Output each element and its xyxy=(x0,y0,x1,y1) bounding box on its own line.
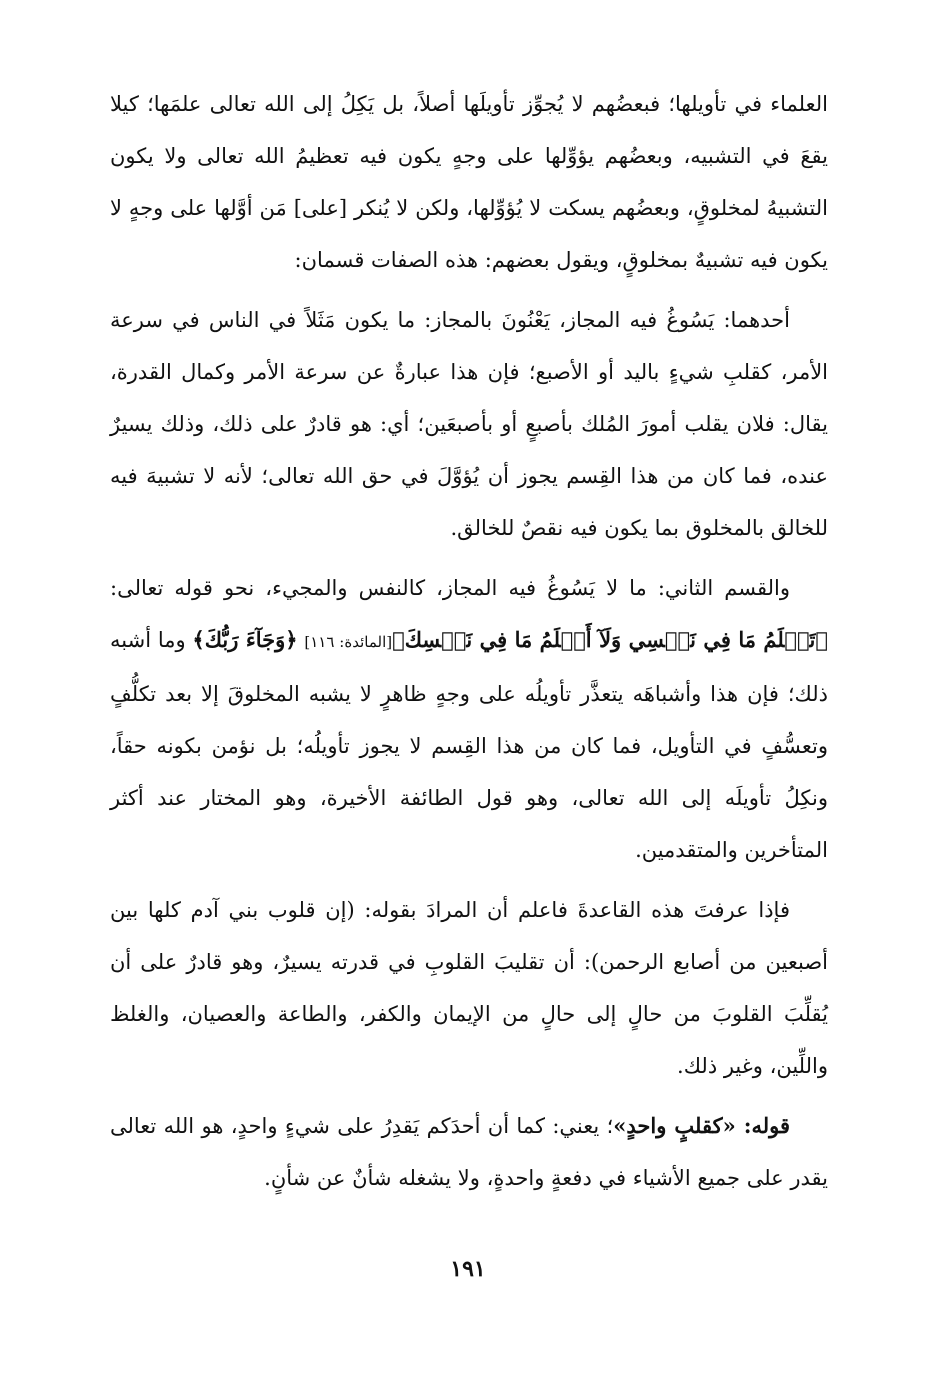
paragraph-4: فإذا عرفتَ هذه القاعدةَ فاعلم أن المرادَ بقوله: (إن قلوب بني آدم كلها بين أصبعين من أصابع الرحمن): أن تقليبَ القلوبِ في قدرته يسيرٌ، وهو قادرٌ على أن يُقلِّبَ القلوبَ من حالٍ إلى حالٍ من الإيمان والكفر، والطاعة والعصيان، والغلظ واللِّين، وغير ذلك. xyxy=(110,898,828,1078)
commentary-label: قوله: «كقلبٍ واحدٍ» xyxy=(613,1113,791,1138)
paragraph-2: أحدهما: يَسُوغُ فيه المجاز، يَعْنُونَ بالمجاز: ما يكون مَثَلاً في الناس في سرعة الأمر، كقلبِ شيءٍ باليد أو الأصبع؛ فإن هذا عبارةٌ عن سرعة الأمر وكمال القدرة، يقال: فلان يقلب أمورَ المُلك بأصبعٍ أو بأصبعَين؛ أي: هو قادرٌ على ذلك، وذلك يسيرٌ عنده، فما كان من هذا القِسم يجوز أن يُؤوَّلَ في حق الله تعالى؛ لأنه لا تشبيهَ فيه للخالق بالمخلوق بما يكون فيه نقصٌ للخالق. xyxy=(110,308,828,540)
paragraph-3-before: والقسم الثاني: ما لا يَسُوغُ فيه المجاز، كالنفس والمجيء، نحو قوله تعالى: xyxy=(110,576,790,600)
quran-verse-2: ﴿وَجَآءَ رَبُّكَ﴾ xyxy=(192,627,298,652)
paragraph-3 xyxy=(110,562,828,876)
quran-verse-1: ﴿تَعۡلَمُ مَا فِي نَفۡسِي وَلَآ أَعۡلَمُ مَا فِي نَفۡسِكَ﴾ xyxy=(392,627,829,652)
paragraph-1: العلماء في تأويلها؛ فبعضُهم لا يُجوِّز تأويلَها أصلاً، بل يَكِلُ إلى الله تعالى علمَها؛ كيلا يقعَ في التشبيه، وبعضُهم يؤوِّلها على وجهٍ يكون فيه تعظيمُ الله تعالى ولا يكون التشبيهُ لمخلوقٍ، وبعضُهم يسكت لا يُؤوِّلها، ولكن لا يُنكر [على] مَن أوَّلها على وجهٍ لا يكون فيه تشبيهٌ بمخلوقٍ، ويقول بعضهم: هذه الصفات قسمان: xyxy=(110,92,828,272)
paragraph-3-after: وما أشبه ذلك؛ فإن هذا وأشباهَه يتعذَّر تأويلُه على وجهٍ ظاهرٍ لا يشبه المخلوقَ إلا بعد تكلُّفٍ وتعسُّفٍ في التأويل، فما كان من هذا القِسم لا يجوز تأويلُه؛ بل نؤمن بكونه حقاً، ونكِلُ تأويلَه إلى الله تعالى، وهو قول الطائفة الأخيرة، وهو المختار عند أكثر المتأخرين والمتقدمين. xyxy=(110,628,828,862)
page-number: ١٩١ xyxy=(450,1256,486,1282)
paragraph-5 xyxy=(110,1100,828,1204)
body-text xyxy=(110,78,828,1204)
verse-reference: [المائدة: ١١٦] xyxy=(304,633,393,651)
paragraph-5-text: ؛ يعني: كما أن أحدَكم يَقدِرُ على شيءٍ واحدٍ، هو الله تعالى يقدر على جميع الأشياء في دفعةٍ واحدةٍ، ولا يشغله شأنٌ عن شأنٍ. xyxy=(110,1114,828,1190)
